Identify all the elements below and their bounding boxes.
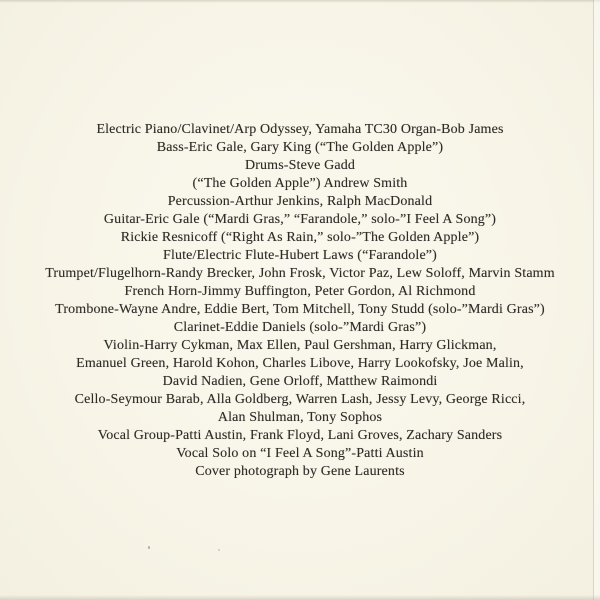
scan-edge-bottom bbox=[0, 595, 600, 600]
dust-speck bbox=[218, 549, 220, 551]
credit-line-trumpet: Trumpet/Flugelhorn-Randy Brecker, John Frosk, Victor Paz, Lew Soloff, Marvin Stamm bbox=[45, 266, 555, 281]
credit-line-clarinet: Clarinet-Eddie Daniels (solo-”Mardi Gras”) bbox=[173, 320, 427, 335]
credit-line-trombone: Trombone-Wayne Andre, Eddie Bert, Tom Mitchell, Tony Studd (solo-”Mardi Gras”) bbox=[55, 302, 545, 317]
credit-line-drums: Drums-Steve Gadd bbox=[244, 158, 356, 173]
credit-line-keyboards: Electric Piano/Clavinet/Arp Odyssey, Yamaha TC30 Organ-Bob James bbox=[96, 122, 504, 137]
scan-edge-top bbox=[0, 0, 600, 3]
credit-line-vocal-group: Vocal Group-Patti Austin, Frank Floyd, Lani Groves, Zachary Sanders bbox=[97, 428, 503, 443]
credit-line-guitar-cont: Rickie Resnicoff (“Right As Rain,” solo-”The Golden Apple”) bbox=[120, 230, 480, 245]
credit-line-cello: Cello-Seymour Barab, Alla Goldberg, Warren Lash, Jessy Levy, George Ricci, bbox=[74, 392, 526, 407]
credit-line-drums-cont: (“The Golden Apple”) Andrew Smith bbox=[192, 176, 408, 191]
credit-line-flute: Flute/Electric Flute-Hubert Laws (“Farandole”) bbox=[163, 248, 437, 263]
credit-line-bass: Bass-Eric Gale, Gary King (“The Golden Apple”) bbox=[156, 140, 444, 155]
credit-line-cover-photo: Cover photograph by Gene Laurents bbox=[195, 464, 405, 479]
credit-line-violin: Violin-Harry Cykman, Max Ellen, Paul Gershman, Harry Glickman, bbox=[103, 338, 497, 353]
credit-line-vocal-solo: Vocal Solo on “I Feel A Song”-Patti Austin bbox=[176, 446, 424, 461]
credit-line-percussion: Percussion-Arthur Jenkins, Ralph MacDonald bbox=[167, 194, 433, 209]
credits-block bbox=[0, 121, 600, 481]
credit-line-french-horn: French Horn-Jimmy Buffington, Peter Gordon, Al Richmond bbox=[124, 284, 476, 299]
credit-line-cello-cont: Alan Shulman, Tony Sophos bbox=[217, 410, 383, 425]
credit-line-guitar: Guitar-Eric Gale (“Mardi Gras,” “Farandole,” solo-”I Feel A Song”) bbox=[103, 212, 497, 227]
dust-speck bbox=[148, 546, 150, 549]
credit-line-violin-cont-1: Emanuel Green, Harold Kohon, Charles Libove, Harry Lookofsky, Joe Malin, bbox=[76, 356, 524, 371]
credit-line-violin-cont-2: David Nadien, Gene Orloff, Matthew Raimondi bbox=[162, 374, 438, 389]
